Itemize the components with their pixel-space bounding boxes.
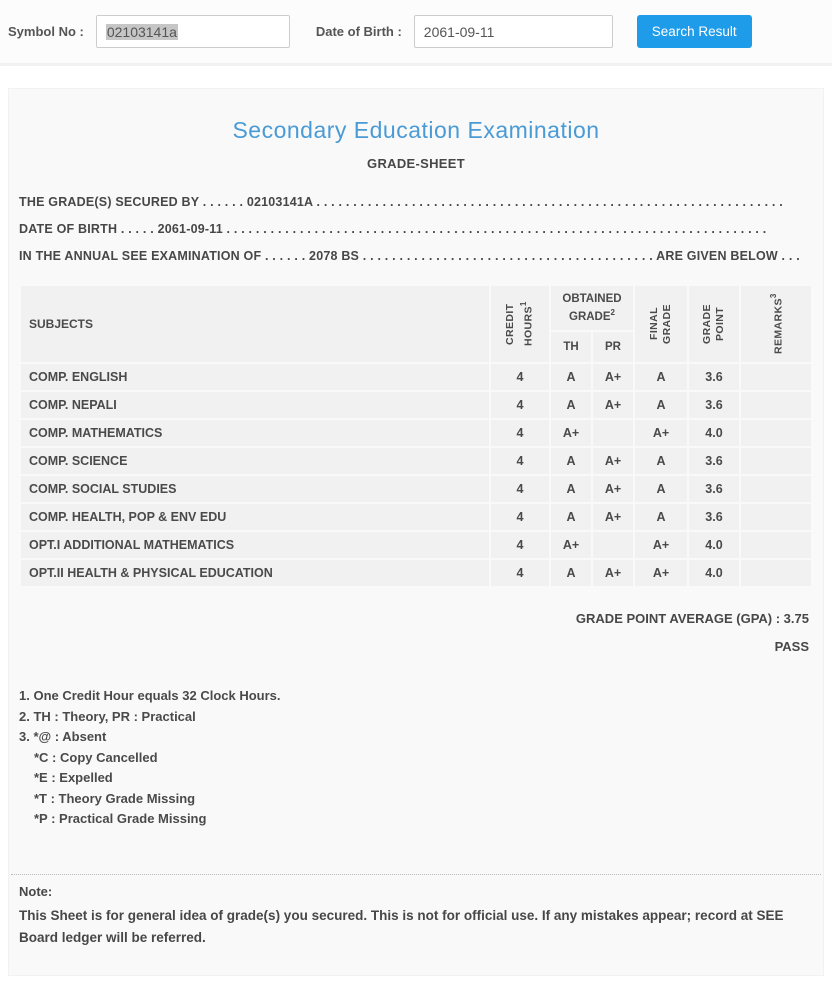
cell-th: A+ bbox=[551, 420, 591, 446]
table-row bbox=[21, 364, 811, 390]
cell-pr: A+ bbox=[593, 364, 633, 390]
cell-final: A bbox=[635, 364, 687, 390]
cell-final: A bbox=[635, 476, 687, 502]
cell-gp: 3.6 bbox=[689, 392, 739, 418]
footnote-line: *C : Copy Cancelled bbox=[34, 749, 158, 765]
dob-input[interactable] bbox=[414, 15, 613, 48]
cell-final: A+ bbox=[635, 560, 687, 586]
footnote-line: *P : Practical Grade Missing bbox=[34, 811, 207, 826]
credit-hours-label: CREDIT HOURS bbox=[504, 303, 535, 347]
cell-gp: 3.6 bbox=[689, 476, 739, 502]
footnote-line: *E : Expelled bbox=[34, 770, 113, 785]
cell-pr bbox=[593, 420, 633, 446]
cell-th: A bbox=[551, 448, 591, 474]
cell-th: A bbox=[551, 476, 591, 502]
symbol-no-value: 02103141a bbox=[106, 23, 177, 40]
table-row bbox=[21, 532, 811, 558]
grade-table-body bbox=[21, 364, 811, 586]
cell-th: A bbox=[551, 504, 591, 530]
credit-hours-sup: 1 bbox=[519, 301, 529, 307]
col-th: TH bbox=[551, 332, 591, 362]
col-grade-point: GRADE POINT bbox=[689, 286, 739, 362]
cell-subject: COMP. NEPALI bbox=[21, 392, 489, 418]
remarks-sup: 3 bbox=[768, 293, 778, 299]
date-of-birth-line: DATE OF BIRTH . . . . . 2061-09-11 . . . . . . . . . . . . . . . . . . . . . . . . . . . . . . . . . . . . . . . . . . . . . . . . . . . . . . . . . . . . . . . . . . . . . . . . . . bbox=[19, 222, 767, 236]
cell-pr: A+ bbox=[593, 504, 633, 530]
cell-pr: A+ bbox=[593, 560, 633, 586]
cell-subject: COMP. HEALTH, POP & ENV EDU bbox=[21, 504, 489, 530]
secured-by-line: THE GRADE(S) SECURED BY . . . . . . 02103141A . . . . . . . . . . . . . . . . . . . . . . . . . . . . . . . . . . . . . . . . . . . . . . . . . . . . . . . . . . . . . . . . bbox=[19, 195, 783, 209]
cell-credit: 4 bbox=[491, 420, 549, 446]
cell-pr: A+ bbox=[593, 448, 633, 474]
obtained-grade-sup: 2 bbox=[610, 308, 615, 318]
cell-pr: A+ bbox=[593, 476, 633, 502]
col-pr: PR bbox=[593, 332, 633, 362]
cell-credit: 4 bbox=[491, 560, 549, 586]
col-credit-hours bbox=[491, 286, 549, 362]
grade-sheet-panel bbox=[8, 88, 824, 976]
gpa-text: GRADE POINT AVERAGE (GPA) : 3.75 bbox=[575, 611, 809, 626]
cell-subject: COMP. SCIENCE bbox=[21, 448, 489, 474]
cell-credit: 4 bbox=[491, 504, 549, 530]
cell-credit: 4 bbox=[491, 392, 549, 418]
dotted-separator bbox=[11, 874, 821, 875]
cell-remarks bbox=[741, 448, 811, 474]
dob-label: Date of Birth : bbox=[315, 24, 402, 39]
cell-subject: COMP. SOCIAL STUDIES bbox=[21, 476, 489, 502]
search-result-button[interactable]: Search Result bbox=[637, 15, 752, 48]
cell-th: A+ bbox=[551, 532, 591, 558]
remarks-label: REMARKS bbox=[772, 298, 785, 355]
table-header-row bbox=[21, 286, 811, 330]
col-final-grade: FINAL GRADE bbox=[635, 286, 687, 362]
cell-gp: 3.6 bbox=[689, 364, 739, 390]
sheet-subtitle: GRADE-SHEET bbox=[367, 156, 465, 171]
summary-block bbox=[23, 606, 809, 662]
cell-subject: COMP. MATHEMATICS bbox=[21, 420, 489, 446]
grade-table bbox=[19, 284, 813, 588]
cell-subject: COMP. ENGLISH bbox=[21, 364, 489, 390]
col-subjects: SUBJECTS bbox=[21, 286, 489, 362]
cell-final: A bbox=[635, 392, 687, 418]
symbol-no-input[interactable] bbox=[96, 15, 290, 48]
note-text: This Sheet is for general idea of grade(s) you secured. This is not for official use. If any mistakes appear; record at SEE Board ledger will be referred. bbox=[19, 907, 784, 945]
cell-remarks bbox=[741, 504, 811, 530]
table-row bbox=[21, 420, 811, 446]
cell-th: A bbox=[551, 392, 591, 418]
cell-th: A bbox=[551, 560, 591, 586]
footnotes bbox=[19, 686, 823, 830]
footnote-line: 2. TH : Theory, PR : Practical bbox=[19, 708, 196, 724]
cell-pr bbox=[593, 532, 633, 558]
cell-th: A bbox=[551, 364, 591, 390]
cell-subject: OPT.II HEALTH & PHYSICAL EDUCATION bbox=[21, 560, 489, 586]
grade-statement-lines bbox=[19, 189, 813, 270]
cell-credit: 4 bbox=[491, 476, 549, 502]
note-label: Note: bbox=[19, 883, 53, 899]
cell-remarks bbox=[741, 392, 811, 418]
cell-final: A+ bbox=[635, 532, 687, 558]
cell-gp: 4.0 bbox=[689, 532, 739, 558]
col-remarks bbox=[741, 286, 811, 362]
cell-remarks bbox=[741, 532, 811, 558]
cell-remarks bbox=[741, 364, 811, 390]
table-row bbox=[21, 392, 811, 418]
table-row bbox=[21, 448, 811, 474]
cell-subject: OPT.I ADDITIONAL MATHEMATICS bbox=[21, 532, 489, 558]
sheet-title: Secondary Education Examination bbox=[232, 117, 600, 143]
cell-pr: A+ bbox=[593, 392, 633, 418]
cell-credit: 4 bbox=[491, 364, 549, 390]
cell-final: A bbox=[635, 448, 687, 474]
col-obtained-grade bbox=[551, 286, 633, 330]
cell-remarks bbox=[741, 420, 811, 446]
symbol-no-label: Symbol No : bbox=[8, 24, 84, 39]
obtained-grade-label: OBTAINED GRADE bbox=[562, 293, 622, 323]
footnote-line: 1. One Credit Hour equals 32 Clock Hours. bbox=[19, 688, 281, 703]
cell-final: A bbox=[635, 504, 687, 530]
cell-credit: 4 bbox=[491, 448, 549, 474]
cell-credit: 4 bbox=[491, 532, 549, 558]
footnote-line: *T : Theory Grade Missing bbox=[34, 790, 196, 806]
cell-final: A+ bbox=[635, 420, 687, 446]
result-status: PASS bbox=[774, 639, 809, 654]
cell-gp: 4.0 bbox=[689, 420, 739, 446]
footnote-line: 3. *@ : Absent bbox=[19, 729, 107, 744]
cell-gp: 4.0 bbox=[689, 560, 739, 586]
table-row bbox=[21, 560, 811, 586]
table-row bbox=[21, 476, 811, 502]
cell-gp: 3.6 bbox=[689, 448, 739, 474]
cell-gp: 3.6 bbox=[689, 504, 739, 530]
exam-year-line: IN THE ANNUAL SEE EXAMINATION OF . . . . . . 2078 BS . . . . . . . . . . . . . . . . . . . . . . . . . . . . . . . . . . . . . . . . ARE GIVEN BELOW . . . bbox=[19, 249, 800, 263]
cell-remarks bbox=[741, 560, 811, 586]
table-row bbox=[21, 504, 811, 530]
cell-remarks bbox=[741, 476, 811, 502]
search-bar bbox=[0, 0, 832, 66]
